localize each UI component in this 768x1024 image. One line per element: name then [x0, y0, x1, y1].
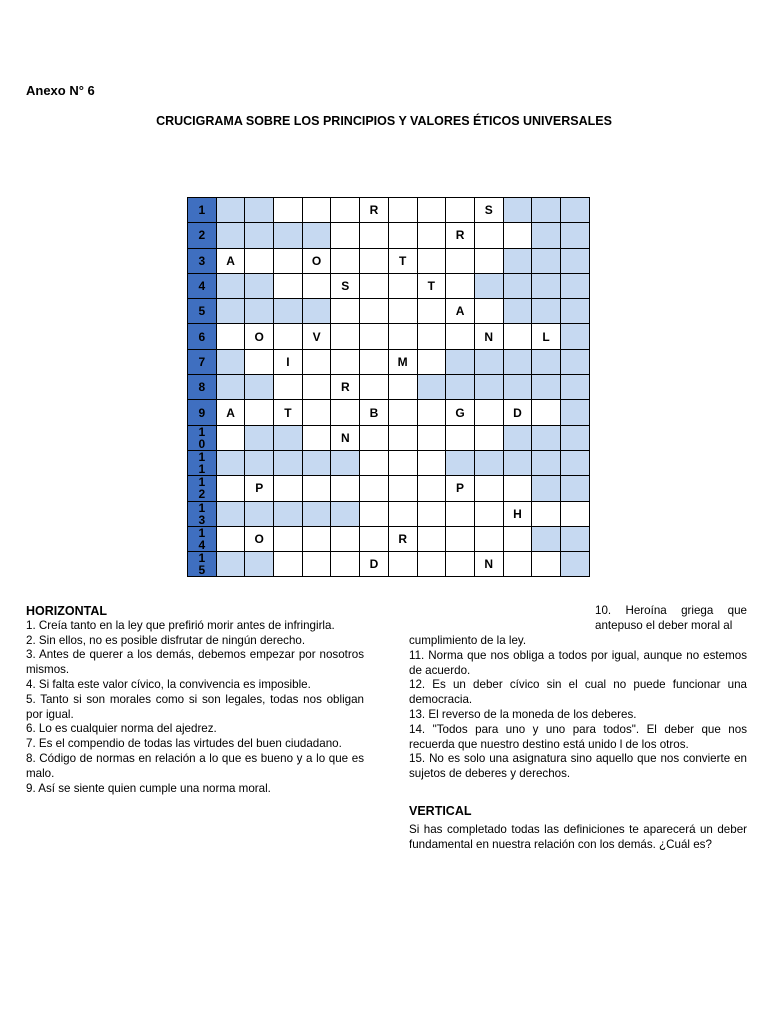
blocked-cell — [216, 375, 245, 400]
letter-cell[interactable]: O — [302, 248, 331, 273]
blocked-cell — [245, 375, 274, 400]
blocked-cell — [216, 501, 245, 526]
blocked-cell — [560, 476, 589, 501]
empty-cell[interactable] — [360, 324, 389, 349]
annex-label: Anexo N° 6 — [26, 83, 95, 98]
empty-cell[interactable] — [360, 501, 389, 526]
empty-cell[interactable] — [302, 400, 331, 425]
empty-cell[interactable] — [446, 248, 475, 273]
row-number — [188, 349, 217, 374]
row-number-digit: 1 — [198, 450, 206, 465]
empty-cell[interactable] — [446, 425, 475, 450]
empty-cell[interactable] — [388, 450, 417, 475]
blocked-cell — [532, 223, 561, 248]
empty-cell[interactable] — [331, 552, 360, 577]
row-number-digit: 5 — [198, 563, 206, 578]
empty-cell[interactable] — [331, 526, 360, 551]
empty-cell[interactable] — [331, 400, 360, 425]
horizontal-clues — [26, 604, 364, 796]
grid-row — [188, 299, 590, 324]
grid-row — [188, 273, 590, 298]
row-number — [188, 273, 217, 298]
empty-cell[interactable] — [302, 552, 331, 577]
grid-row — [188, 324, 590, 349]
vertical-clue — [409, 804, 747, 853]
clue-12: 12. Es un deber cívico sin el cual no puede funcionar una democracia. — [409, 678, 747, 707]
row-number-digit: 1 — [198, 526, 206, 540]
clue-10-end: cumplimiento de la ley. — [409, 634, 527, 647]
empty-cell[interactable] — [274, 273, 303, 298]
empty-cell[interactable] — [417, 425, 446, 450]
row-number — [188, 223, 217, 248]
row-number-digit: 2 — [198, 228, 206, 243]
empty-cell[interactable] — [388, 273, 417, 298]
blocked-cell — [245, 273, 274, 298]
grid-row — [188, 476, 590, 501]
empty-cell[interactable] — [474, 526, 503, 551]
row-number-digit: 6 — [198, 329, 206, 344]
row-number-digit: 3 — [198, 253, 206, 268]
empty-cell[interactable] — [388, 425, 417, 450]
grid-row — [188, 526, 590, 551]
row-number-digit: 3 — [198, 512, 206, 527]
grid-row — [188, 450, 590, 475]
empty-cell[interactable] — [446, 552, 475, 577]
blocked-cell — [331, 450, 360, 475]
blocked-cell — [274, 450, 303, 475]
blocked-cell — [560, 375, 589, 400]
blocked-cell — [560, 552, 589, 577]
letter-cell[interactable]: P — [446, 476, 475, 501]
empty-cell[interactable] — [417, 526, 446, 551]
row-number — [188, 501, 217, 526]
row-number-digit: 1 — [198, 551, 206, 566]
blocked-cell — [446, 375, 475, 400]
empty-cell[interactable] — [245, 400, 274, 425]
letter-cell[interactable]: T — [388, 248, 417, 273]
empty-cell[interactable] — [360, 375, 389, 400]
letter-cell[interactable]: A — [216, 400, 245, 425]
blocked-cell — [274, 501, 303, 526]
blocked-cell — [216, 223, 245, 248]
empty-cell[interactable] — [302, 526, 331, 551]
row-number — [188, 375, 217, 400]
blocked-cell — [532, 198, 561, 223]
grid-row — [188, 223, 590, 248]
blocked-cell — [417, 375, 446, 400]
row-number-digit: 9 — [198, 405, 206, 420]
blocked-cell — [532, 526, 561, 551]
clue-3: 3. Antes de querer a los demás, debemos empezar por nosotros mismos. — [26, 648, 364, 677]
empty-cell[interactable] — [216, 425, 245, 450]
blocked-cell — [216, 299, 245, 324]
empty-cell[interactable] — [417, 450, 446, 475]
empty-cell[interactable] — [245, 248, 274, 273]
empty-cell[interactable] — [274, 324, 303, 349]
blocked-cell — [474, 450, 503, 475]
letter-cell[interactable]: A — [216, 248, 245, 273]
blocked-cell — [245, 450, 274, 475]
letter-cell[interactable]: L — [532, 324, 561, 349]
row-number-digit: 5 — [198, 304, 206, 319]
empty-cell[interactable] — [360, 476, 389, 501]
letter-cell[interactable]: N — [474, 552, 503, 577]
empty-cell[interactable] — [503, 324, 532, 349]
letter-cell[interactable]: R — [360, 198, 389, 223]
blocked-cell — [560, 324, 589, 349]
blocked-cell — [503, 425, 532, 450]
empty-cell[interactable] — [417, 248, 446, 273]
letter-cell[interactable]: B — [360, 400, 389, 425]
grid-row — [188, 400, 590, 425]
empty-cell[interactable] — [302, 198, 331, 223]
empty-cell[interactable] — [360, 526, 389, 551]
empty-cell[interactable] — [417, 198, 446, 223]
row-number-digit: 0 — [198, 436, 206, 451]
letter-cell[interactable]: D — [503, 400, 532, 425]
clue-1: 1. Creía tanto en la ley que prefirió morir antes de infringirla. — [26, 618, 335, 632]
clue-4: 4. Si falta este valor cívico, la convivencia es imposible. — [26, 677, 311, 691]
letter-cell[interactable]: M — [388, 349, 417, 374]
empty-cell[interactable] — [245, 349, 274, 374]
row-number — [188, 198, 217, 223]
grid-row — [188, 349, 590, 374]
blocked-cell — [474, 375, 503, 400]
row-number — [188, 526, 217, 551]
vertical-heading: VERTICAL — [409, 804, 472, 818]
empty-cell[interactable] — [331, 223, 360, 248]
empty-cell[interactable] — [388, 198, 417, 223]
blocked-cell — [245, 425, 274, 450]
row-number-digit: 1 — [198, 203, 206, 218]
letter-cell[interactable]: R — [331, 375, 360, 400]
row-number-digit: 4 — [198, 538, 206, 552]
blocked-cell — [532, 349, 561, 374]
blocked-cell — [503, 198, 532, 223]
blocked-cell — [560, 425, 589, 450]
row-number-digit: 1 — [198, 475, 206, 490]
empty-cell[interactable] — [216, 526, 245, 551]
blocked-cell — [560, 526, 589, 551]
grid-row — [188, 552, 590, 577]
row-number — [188, 476, 217, 501]
empty-cell[interactable] — [503, 552, 532, 577]
letter-cell[interactable]: I — [274, 349, 303, 374]
empty-cell[interactable] — [331, 349, 360, 374]
row-number-digit: 8 — [198, 380, 206, 395]
empty-cell[interactable] — [331, 299, 360, 324]
empty-cell[interactable] — [216, 324, 245, 349]
empty-cell[interactable] — [474, 501, 503, 526]
blocked-cell — [274, 425, 303, 450]
empty-cell[interactable] — [274, 526, 303, 551]
blocked-cell — [532, 476, 561, 501]
letter-cell[interactable]: O — [245, 324, 274, 349]
clue-8: 8. Código de normas en relación a lo que es bueno y a lo que es malo. — [26, 751, 364, 780]
blocked-cell — [216, 450, 245, 475]
blocked-cell — [245, 299, 274, 324]
empty-cell[interactable] — [274, 248, 303, 273]
clue-15: 15. No es solo una asignatura sino aquello que nos convierte en sujetos de deberes y derechos. — [409, 752, 747, 781]
blocked-cell — [503, 248, 532, 273]
letter-cell[interactable]: N — [331, 425, 360, 450]
empty-cell[interactable] — [388, 501, 417, 526]
clue-10-start: 10. Heroína griega que antepuso el deber moral al — [595, 604, 747, 632]
empty-cell[interactable] — [302, 349, 331, 374]
clue-2: 2. Sin ellos, no es posible disfrutar de ningún derecho. — [26, 633, 306, 647]
empty-cell[interactable] — [331, 476, 360, 501]
crossword-grid — [187, 197, 590, 577]
empty-cell[interactable] — [474, 425, 503, 450]
empty-cell[interactable] — [331, 324, 360, 349]
blocked-cell — [474, 273, 503, 298]
empty-cell[interactable] — [474, 248, 503, 273]
empty-cell[interactable] — [446, 198, 475, 223]
blocked-cell — [245, 198, 274, 223]
empty-cell[interactable] — [417, 476, 446, 501]
blocked-cell — [274, 299, 303, 324]
row-number — [188, 450, 217, 475]
blocked-cell — [245, 223, 274, 248]
letter-cell[interactable]: R — [446, 223, 475, 248]
page-title: CRUCIGRAMA SOBRE LOS PRINCIPIOS Y VALORES ÉTICOS UNIVERSALES — [156, 114, 612, 128]
empty-cell[interactable] — [388, 476, 417, 501]
blocked-cell — [216, 552, 245, 577]
blocked-cell — [446, 450, 475, 475]
clue-11: 11. Norma que nos obliga a todos por igual, aunque no estemos de acuerdo. — [409, 648, 747, 677]
empty-cell[interactable] — [331, 198, 360, 223]
row-number-digit: 1 — [198, 500, 206, 515]
blocked-cell — [302, 450, 331, 475]
grid-row — [188, 501, 590, 526]
empty-cell[interactable] — [388, 552, 417, 577]
empty-cell[interactable] — [360, 248, 389, 273]
empty-cell[interactable] — [446, 501, 475, 526]
empty-cell[interactable] — [331, 248, 360, 273]
empty-cell[interactable] — [474, 223, 503, 248]
empty-cell[interactable] — [417, 501, 446, 526]
empty-cell[interactable] — [532, 501, 561, 526]
row-number — [188, 400, 217, 425]
empty-cell[interactable] — [274, 476, 303, 501]
blocked-cell — [560, 450, 589, 475]
empty-cell[interactable] — [417, 299, 446, 324]
letter-cell[interactable]: V — [302, 324, 331, 349]
blocked-cell — [532, 248, 561, 273]
row-number-digit: 4 — [198, 279, 206, 294]
blocked-cell — [503, 450, 532, 475]
empty-cell[interactable] — [302, 425, 331, 450]
empty-cell[interactable] — [388, 223, 417, 248]
empty-cell[interactable] — [360, 450, 389, 475]
letter-cell[interactable]: T — [274, 400, 303, 425]
blocked-cell — [274, 223, 303, 248]
empty-cell[interactable] — [360, 299, 389, 324]
row-number-digit: 1 — [198, 424, 206, 439]
blocked-cell — [532, 299, 561, 324]
blocked-cell — [532, 450, 561, 475]
blocked-cell — [216, 349, 245, 374]
blocked-cell — [560, 299, 589, 324]
horizontal-clues-continued — [409, 634, 747, 782]
blocked-cell — [503, 299, 532, 324]
blocked-cell — [474, 349, 503, 374]
letter-cell[interactable]: G — [446, 400, 475, 425]
row-number — [188, 248, 217, 273]
blocked-cell — [560, 223, 589, 248]
blocked-cell — [302, 501, 331, 526]
blocked-cell — [302, 299, 331, 324]
row-number — [188, 425, 217, 450]
empty-cell[interactable] — [446, 324, 475, 349]
empty-cell[interactable] — [360, 425, 389, 450]
empty-cell[interactable] — [474, 400, 503, 425]
empty-cell[interactable] — [360, 349, 389, 374]
blocked-cell — [560, 400, 589, 425]
blocked-cell — [245, 552, 274, 577]
letter-cell[interactable]: S — [331, 273, 360, 298]
blocked-cell — [532, 425, 561, 450]
letter-cell[interactable]: S — [474, 198, 503, 223]
row-number — [188, 552, 217, 577]
row-number — [188, 324, 217, 349]
empty-cell[interactable] — [388, 400, 417, 425]
blocked-cell — [245, 501, 274, 526]
empty-cell[interactable] — [302, 273, 331, 298]
clue-13: 13. El reverso de la moneda de los deberes. — [409, 707, 637, 721]
empty-cell[interactable] — [503, 476, 532, 501]
clue-5: 5. Tanto si son morales como si son legales, todas nos obligan por igual. — [26, 692, 364, 721]
empty-cell[interactable] — [417, 349, 446, 374]
empty-cell[interactable] — [360, 223, 389, 248]
blocked-cell — [532, 273, 561, 298]
empty-cell[interactable] — [302, 375, 331, 400]
row-number — [188, 299, 217, 324]
blocked-cell — [503, 375, 532, 400]
clue-7: 7. Es el compendio de todas las virtudes del buen ciudadano. — [26, 737, 342, 751]
letter-cell[interactable]: R — [388, 526, 417, 551]
empty-cell[interactable] — [216, 476, 245, 501]
blocked-cell — [331, 501, 360, 526]
empty-cell[interactable] — [532, 400, 561, 425]
empty-cell[interactable] — [417, 223, 446, 248]
empty-cell[interactable] — [474, 476, 503, 501]
letter-cell[interactable]: D — [360, 552, 389, 577]
empty-cell[interactable] — [388, 324, 417, 349]
blocked-cell — [560, 198, 589, 223]
empty-cell[interactable] — [274, 198, 303, 223]
blocked-cell — [560, 273, 589, 298]
row-number-digit: 2 — [198, 487, 206, 502]
grid-row — [188, 198, 590, 223]
empty-cell[interactable] — [360, 273, 389, 298]
blocked-cell — [216, 198, 245, 223]
letter-cell[interactable]: O — [245, 526, 274, 551]
grid-row — [188, 248, 590, 273]
clue-6: 6. Lo es cualquier norma del ajedrez. — [26, 722, 217, 736]
letter-cell[interactable]: A — [446, 299, 475, 324]
empty-cell[interactable] — [560, 501, 589, 526]
row-number-digit: 1 — [198, 462, 206, 477]
empty-cell[interactable] — [417, 400, 446, 425]
empty-cell[interactable] — [532, 552, 561, 577]
empty-cell[interactable] — [446, 526, 475, 551]
empty-cell[interactable] — [503, 223, 532, 248]
empty-cell[interactable] — [274, 552, 303, 577]
empty-cell[interactable] — [417, 324, 446, 349]
blocked-cell — [216, 273, 245, 298]
letter-cell[interactable]: T — [417, 273, 446, 298]
row-number-digit: 7 — [198, 354, 206, 369]
vertical-text: Si has completado todas las definiciones te aparecerá un deber fundamental en nuestra relación con los demás. ¿Cuál es? — [409, 822, 747, 851]
horizontal-heading: HORIZONTAL — [26, 604, 108, 618]
empty-cell[interactable] — [474, 299, 503, 324]
blocked-cell — [503, 349, 532, 374]
letter-cell[interactable]: N — [474, 324, 503, 349]
blocked-cell — [446, 349, 475, 374]
blocked-cell — [560, 349, 589, 374]
empty-cell[interactable] — [503, 526, 532, 551]
blocked-cell — [532, 375, 561, 400]
empty-cell[interactable] — [388, 375, 417, 400]
grid-row — [188, 375, 590, 400]
empty-cell[interactable] — [302, 476, 331, 501]
blocked-cell — [560, 248, 589, 273]
clue-14: 14. "Todos para uno y uno para todos". El deber que nos recuerda que nuestro destino está unido l de los otros. — [409, 722, 747, 751]
empty-cell[interactable] — [417, 552, 446, 577]
letter-cell[interactable]: P — [245, 476, 274, 501]
letter-cell[interactable]: H — [503, 501, 532, 526]
empty-cell[interactable] — [274, 375, 303, 400]
clue-9: 9. Así se siente quien cumple una norma moral. — [26, 781, 271, 795]
blocked-cell — [302, 223, 331, 248]
empty-cell[interactable] — [388, 299, 417, 324]
empty-cell[interactable] — [446, 273, 475, 298]
blocked-cell — [503, 273, 532, 298]
grid-row — [188, 425, 590, 450]
